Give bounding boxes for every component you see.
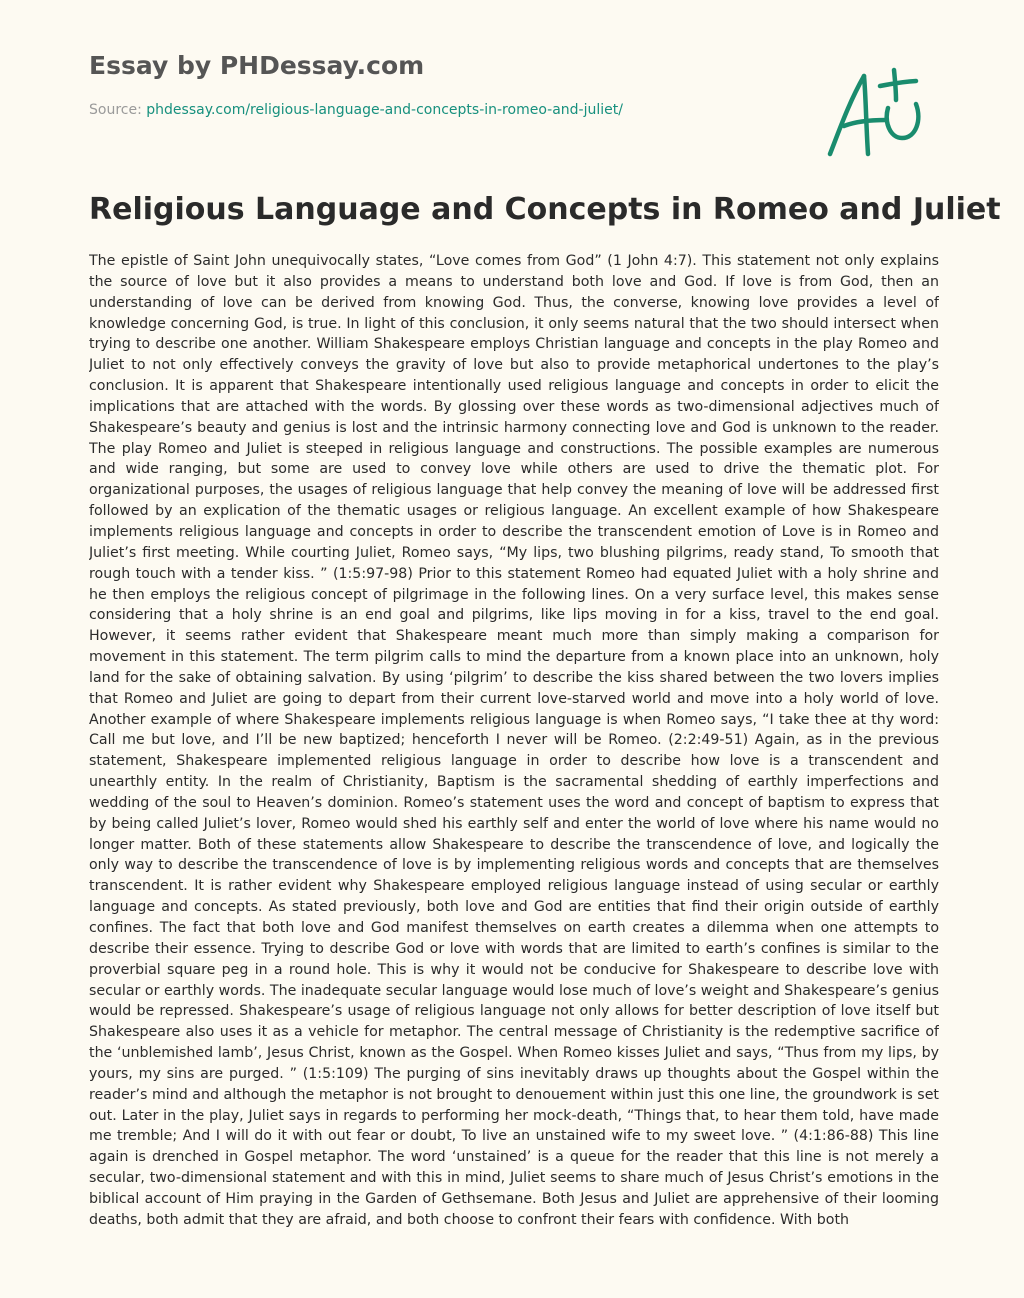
essay-body: The epistle of Saint John unequivocally states, “Love comes from God” (1 John 4:7). This statement not only explains the source of love but it also provides a means to understand both love and God. If love is from God, then an understanding of love can be derived from knowing God. Thus, the converse, knowing love provides a level of knowledge concerning God, is true. In light of this conclusion, it only seems natural that the two should intersect when trying to describe one another. William Shakespeare employs Christian language and concepts in the play Romeo and Juliet to not only effectively conveys the gravity of love but also to provide metaphorical undertones to the play’s conclusion. It is apparent that Shakespeare intentionally used religious language and concepts in order to elicit the implications that are attached with the words. By glossing over these words as two-dimensional adjectives much of Shakespeare’s beauty and genius is lost and the intrinsic harmony connecting love and God is unknown to the reader. The play Romeo and Juliet is steeped in religious language and constructions. The possible examples are numerous and wide ranging, but some are used to convey love while others are used to drive the thematic plot. For organizational purposes, the usages of religious language that help convey the meaning of love will be addressed first followed by an explication of the thematic usages or religious language. An excellent example of how Shakespeare implements religious language and concepts in order to describe the transcendent emotion of Love is in Romeo and Juliet’s first meeting. While courting Juliet, Romeo says, “My lips, two blushing pilgrims, ready stand, To smooth that rough touch with a tender kiss. ” (1:5:97-98) Prior to this statement Romeo had equated Juliet with a holy shrine and he then employs the religious concept of pilgrimage in the following lines. On a very surface level, this makes sense considering that a holy shrine is an end goal and pilgrims, like lips moving in for a kiss, travel to the end goal. However, it seems rather evident that Shakespeare meant much more than simply making a comparison for movement in this statement. The term pilgrim calls to mind the departure from a known place into an unknown, holy land for the sake of obtaining salvation. By using ‘pilgrim’ to describe the kiss shared between the two lovers implies that Romeo and Juliet are going to depart from their current love-starved world and move into a holy world of love. Another example of where Shakespeare implements religious language is when Romeo says, “I take thee at thy word: Call me but love, and I’ll be new baptized; henceforth I never will be Romeo. (2:2:49-51) Again, as in the previous statement, Shakespeare implemented religious language in order to describe how love is a transcendent and unearthly entity. In the realm of Christianity, Baptism is the sacramental shedding of earthly imperfections and wedding of the soul to Heaven’s dominion. Romeo’s statement uses the word and concept of baptism to express that by being called Juliet’s lover, Romeo would shed his earthly self and enter the world of love where his name would no longer matter. Both of these statements allow Shakespeare to describe the transcendence of love, and logically the only way to describe the transcendence of love is by implementing religious words and concepts that are themselves transcendent. It is rather evident why Shakespeare employed religious language instead of using secular or earthly language and concepts. As stated previously, both love and God are entities that find their origin outside of earthly confines. The fact that both love and God manifest themselves on earth creates a dilemma when one attempts to describe their essence. Trying to describe God or love with words that are limited to earth’s confines is similar to the proverbial square peg in a round hole. This is why it would not be conducive for Shakespeare to describe love with secular or earthly words. The inadequate secular language would lose much of love’s weight and Shakespeare’s genius would be repressed. Shakespeare’s usage of religious language not only allows for better description of love itself but Shakespeare also uses it as a vehicle for metaphor. The central message of Christianity is the redemptive sacrifice of the ‘unblemished lamb’, Jesus Christ, known as the Gospel. When Romeo kisses Juliet and says, “Thus from my lips, by yours, my sins are purged. ” (1:5:109) The purging of sins inevitably draws up thoughts about the Gospel within the reader’s mind and although the metaphor is not brought to denouement within just this one line, the groundwork is set out. Later in the play, Juliet says in regards to performing her mock-death, “Things that, to hear them told, have made me tremble; And I will do it with out fear or doubt, To live an unstained wife to my sweet love. ” (4:1:86-88) This line again is drenched in Gospel metaphor. The word ‘unstained’ is a queue for the reader that this line is not merely a secular, two-dimensional statement and with this in mind, Juliet seems to share much of Jesus Christ’s emotions in the biblical account of Him praying in the Garden of Gethsemane. Both Jesus and Juliet are apprehensive of their looming deaths, both admit that they are afraid, and both choose to confront their fears with confidence. With both [89,253,939,1228]
essay-title: Religious Language and Concepts in Romeo and Juliet [89,192,1001,227]
source-link[interactable]: phdessay.com/religious-language-and-concepts-in-romeo-and-juliet/ [146,102,623,118]
text-fade-overlay [0,1238,1024,1252]
a-plus-grade-icon [822,64,932,162]
source-label: Source: [89,102,142,118]
site-title: Essay by PHDessay.com [89,51,425,80]
source-line [89,100,623,120]
